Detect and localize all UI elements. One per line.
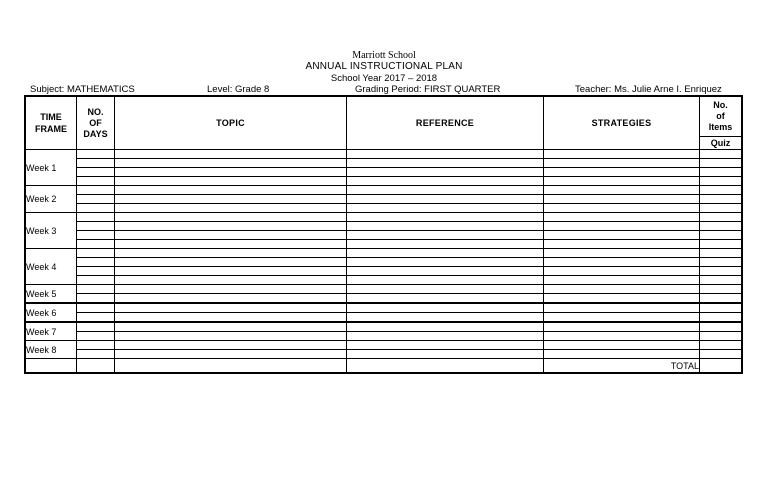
table-row [26,249,742,258]
reference-cell [347,267,544,276]
topic-cell [115,222,347,231]
topic-cell [115,213,347,222]
table-row [26,276,742,285]
topic-cell [115,168,347,177]
days-cell [77,322,115,332]
table-row [26,294,742,304]
quiz-label: Quiz [710,137,731,148]
topic-cell [115,186,347,195]
strategies-cell [544,231,700,240]
quiz-cell [700,195,742,204]
grading-period-label: Grading Period: FIRST QUARTER [355,84,501,95]
quiz-cell [700,258,742,267]
strategies-cell [544,213,700,222]
quiz-cell [700,222,742,231]
teacher-label: Teacher: Ms. Julie Arne I. Enriquez [575,84,722,95]
reference-cell [347,177,544,186]
strategies-cell [544,195,700,204]
strategies-cell [544,186,700,195]
topic-cell [115,249,347,258]
instructional-plan-table [25,96,742,373]
days-cell [77,341,115,350]
reference-cell [347,240,544,249]
days-cell [77,285,115,294]
reference-cell [347,322,544,332]
topic-cell [115,231,347,240]
reference-cell [347,313,544,323]
reference-cell [347,168,544,177]
total-days-cell [77,359,115,373]
quiz-cell [700,177,742,186]
reference-header: REFERENCE [347,97,544,150]
topic-cell [115,350,347,359]
total-reference-cell [347,359,544,373]
table-row [26,313,742,323]
days-cell [77,177,115,186]
days-cell [77,276,115,285]
table-row [26,195,742,204]
week-label: Week 3 [26,213,77,249]
days-cell [77,186,115,195]
days-cell [77,350,115,359]
days-header [77,97,115,150]
quiz-cell [700,159,742,168]
quiz-items-header [700,97,742,150]
topic-cell [115,341,347,350]
reference-cell [347,350,544,359]
table-row [26,186,742,195]
quiz-cell [700,267,742,276]
strategies-cell [544,159,700,168]
reference-cell [347,249,544,258]
days-header-line1: NO. [87,106,104,117]
quiz-header-line1: No. [713,100,728,110]
table-body [26,150,742,373]
subject-label: Subject: MATHEMATICS [30,84,135,95]
days-cell [77,168,115,177]
reference-cell [347,204,544,213]
days-cell [77,195,115,204]
table-row [26,159,742,168]
school-year: School Year 2017 – 2018 [330,73,438,84]
table-header-row [26,97,742,150]
reference-cell [347,332,544,341]
quiz-cell [700,332,742,341]
reference-cell [347,303,544,313]
days-cell [77,213,115,222]
strategies-cell [544,222,700,231]
total-quiz-cell [700,359,742,373]
document-title: ANNUAL INSTRUCTIONAL PLAN [305,61,463,72]
topic-cell [115,294,347,304]
week-label: Week 4 [26,249,77,285]
topic-cell [115,150,347,159]
table-row [26,285,742,294]
topic-cell [115,313,347,323]
quiz-cell [700,150,742,159]
strategies-cell [544,332,700,341]
reference-cell [347,294,544,304]
quiz-cell [700,276,742,285]
reference-cell [347,195,544,204]
quiz-cell [700,322,742,332]
week-label: Week 5 [26,285,77,304]
time-frame-header-line1: TIME [40,112,62,122]
days-cell [77,294,115,304]
topic-cell [115,285,347,294]
topic-cell [115,258,347,267]
quiz-cell [700,294,742,304]
reference-cell [347,150,544,159]
week-label: Week 8 [26,341,77,359]
quiz-cell [700,204,742,213]
topic-cell [115,332,347,341]
total-row [26,359,742,373]
time-frame-header [26,97,77,150]
strategies-cell [544,313,700,323]
quiz-cell [700,213,742,222]
topic-cell [115,322,347,332]
table-row [26,267,742,276]
quiz-cell [700,303,742,313]
topic-cell [115,276,347,285]
quiz-cell [700,186,742,195]
table-row [26,240,742,249]
table-row [26,341,742,350]
week-label: Week 7 [26,322,77,341]
quiz-cell [700,168,742,177]
topic-cell [115,240,347,249]
table-row [26,350,742,359]
table-row [26,322,742,332]
topic-cell [115,267,347,276]
strategies-cell [544,249,700,258]
reference-cell [347,222,544,231]
total-week-cell [26,359,77,373]
quiz-cell [700,341,742,350]
strategies-cell [544,150,700,159]
reference-cell [347,285,544,294]
strategies-cell [544,276,700,285]
days-cell [77,240,115,249]
days-cell [77,249,115,258]
strategies-cell [544,350,700,359]
school-name: Marriott School [352,50,416,61]
reference-cell [347,213,544,222]
topic-cell [115,195,347,204]
reference-cell [347,341,544,350]
strategies-cell [544,168,700,177]
table-row [26,177,742,186]
table-row [26,204,742,213]
strategies-cell [544,240,700,249]
days-cell [77,267,115,276]
table-row [26,150,742,159]
quiz-cell [700,313,742,323]
topic-header: TOPIC [115,97,347,150]
quiz-header-line2: of [716,111,725,121]
quiz-cell [700,285,742,294]
total-label: TOTAL [544,359,700,373]
strategies-header: STRATEGIES [544,97,700,150]
days-cell [77,231,115,240]
table-row [26,332,742,341]
strategies-cell [544,204,700,213]
table-row [26,168,742,177]
days-cell [77,159,115,168]
reference-cell [347,231,544,240]
strategies-cell [544,294,700,304]
strategies-cell [544,303,700,313]
table-row [26,258,742,267]
reference-cell [347,258,544,267]
week-label: Week 1 [26,150,77,186]
table-row [26,213,742,222]
days-cell [77,204,115,213]
strategies-cell [544,267,700,276]
days-cell [77,303,115,313]
total-topic-cell [115,359,347,373]
table-row [26,303,742,313]
table-row [26,231,742,240]
reference-cell [347,186,544,195]
level-label: Level: Grade 8 [207,84,270,95]
days-cell [77,150,115,159]
topic-cell [115,159,347,168]
week-label: Week 2 [26,186,77,213]
days-header-line2: OF [89,117,102,128]
week-label: Week 6 [26,303,77,322]
strategies-cell [544,341,700,350]
quiz-header-line3: Items [708,122,733,132]
days-cell [77,332,115,341]
quiz-cell [700,350,742,359]
reference-cell [347,159,544,168]
strategies-cell [544,177,700,186]
days-cell [77,313,115,323]
days-cell [77,258,115,267]
topic-cell [115,303,347,313]
days-cell [77,222,115,231]
quiz-cell [700,249,742,258]
time-frame-header-line2: FRAME [35,124,67,134]
days-header-line3: DAYS [83,128,108,139]
quiz-cell [700,240,742,249]
strategies-cell [544,285,700,294]
topic-cell [115,177,347,186]
strategies-cell [544,322,700,332]
strategies-cell [544,258,700,267]
quiz-cell [700,231,742,240]
reference-cell [347,276,544,285]
table-row [26,222,742,231]
topic-cell [115,204,347,213]
